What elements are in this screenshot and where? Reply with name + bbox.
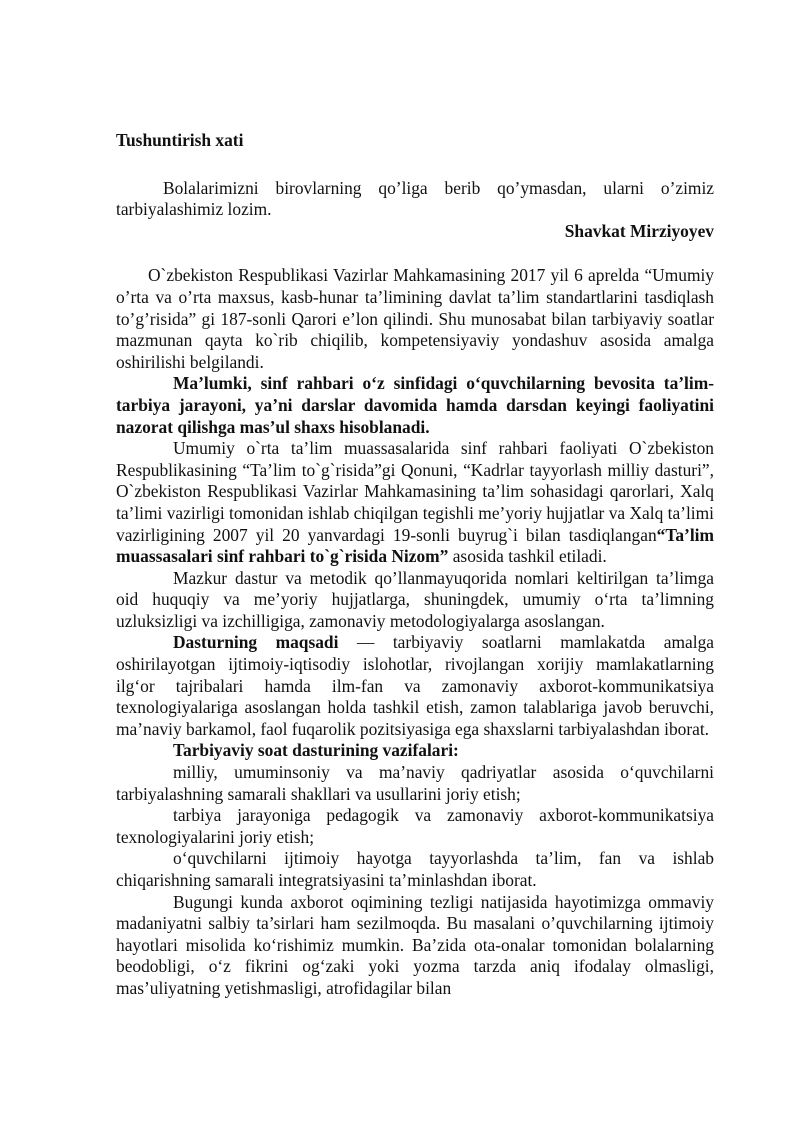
task-2: tarbiya jarayoniga pedagogik va zamonaviy axborot-kommunikatsiya texnologiyalarini joriy etish; — [116, 805, 714, 847]
paragraph-3-bold: “Ta’lim muassasalari sinf rahbari to`g`risida Nizom” — [116, 524, 714, 567]
paragraph-2: Ma’lumki, sinf rahbari o‘z sinfidagi o‘quvchilarning bevosita ta’lim-tarbiya jarayoni, ya’ni darslar davomida hamda darsdan keyingi faoliyatini nazorat qilishga mas’ul shaxs hisoblanadi. — [116, 373, 714, 437]
paragraph-4: Mazkur dastur va metodik qo’llanmayuqorida nomlari keltirilgan ta’limga oid huquqiy va me’yoriy hujjatlarga, shuningdek, umumiy o‘rta ta’limning uzluksizligi va izchilligiga, zamonaviy metodologiyalarga asoslangan. — [116, 567, 714, 631]
paragraph-3-start: Umumiy o`rta ta’lim muassasalarida sinf rahbari faoliyati O`zbekiston Respublikasining “Ta’lim to`g`risida”gi Qonuni, “Kadrlar tayyorlash milliy dasturi”, O`zbekiston Respublikasi Vazirlar Mahkamasining ta’lim sohasidagi qarorlari, Xalq ta’limi vazirligi tomonidan ishlab chiqilgan tegishli me’yoriy hujjatlar va Xalq ta’limi vazirligining 2007 yil 20 yanvardagi 19-sonli buyrug`i bilan tasdiqlangan — [116, 438, 714, 545]
paragraph-6: Bugungi kunda axborot oqimining tezligi natijasida hayotimizga ommaviy madaniyatni salbiy ta’sirlari ham sezilmoqda. Bu masalani o’quvchilarning ijtimoiy hayotlari misolida ko‘rishimiz mumkin. Ba’zida ota-onalar tomonidan bolalarning beodobligi, o‘z fikrini og‘zaki yoki yozma tarzda aniq ifodalay olmasligi, mas’uliyatning yetishmasligi, atrofidagilar bilan — [116, 891, 714, 998]
tasks-heading: Tarbiyaviy soat dasturining vazifalari: — [173, 740, 459, 761]
task-1: milliy, umuminsoniy va ma’naviy qadriyatlar asosida o‘quvchilarni tarbiyalashning samarali shakllari va usullarini joriy etish; — [116, 762, 714, 804]
paragraph-5-rest: — tarbiyaviy soatlarni mamlakatda amalga oshirilayotgan ijtimoiy-iqtisodiy islohotlar, rivojlangan xorijiy mamlakatlarning ilg‘or tajribalari hamda ilm-fan va zamonaviy axborot-kommunikatsiya texnologiyalariga asoslangan holda tashkil etish, zamon talablariga javob beruvchi, ma’naviy barkamol, faol fuqarolik pozitsiyasiga ega shaxslarni tarbiyalashdan iborat. — [116, 632, 714, 739]
task-3: o‘quvchilarni ijtimoiy hayotga tayyorlashda ta’lim, fan va ishlab chiqarishning samarali integratsiyasini ta’minlashdan iborat. — [116, 848, 714, 890]
document-title: Tushuntirish xati — [116, 130, 244, 150]
paragraph-1: O`zbekiston Respublikasi Vazirlar Mahkamasining 2017 yil 6 aprelda “Umumiy o’rta va o’rta maxsus, kasb-hunar ta’limining davlat ta’lim standartlarini tasdiqlash to’g’risida” gi 187-sonli Qarori e’lon qilindi. Shu munosabat bilan tarbiyaviy soatlar mazmunan qayta ko`rib chiqilib, kompetensiyaviy yondashuv asosida amalga oshirilishi belgilandi. — [116, 265, 714, 372]
paragraph-5 — [116, 632, 714, 740]
paragraph-3 — [116, 438, 714, 568]
epigraph-author: Shavkat Mirziyoyev — [564, 220, 714, 241]
epigraph-quote: Bolalarimizni birovlarning qo’liga berib qo’ymasdan, ularni o’zimiz tarbiyalashimiz lozim. — [116, 177, 714, 220]
document-page — [116, 130, 714, 1000]
paragraph-5-bold: Dasturning maqsadi — [173, 632, 339, 653]
paragraph-3-end: asosida tashkil etiladi. — [448, 546, 607, 567]
